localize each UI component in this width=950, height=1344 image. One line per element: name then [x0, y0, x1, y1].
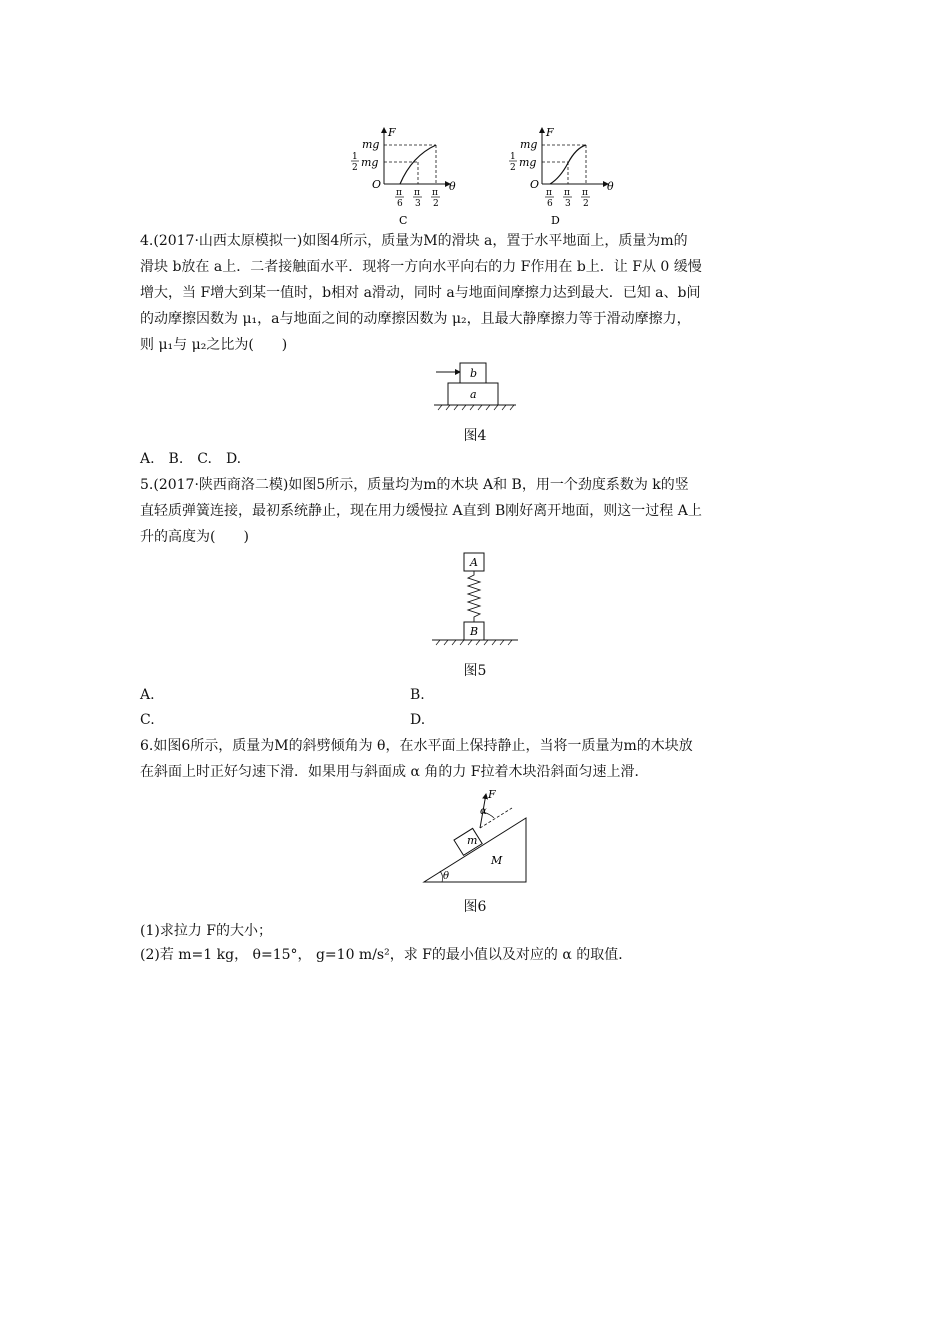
graph-c: [340, 118, 470, 230]
block-m-label: m: [467, 834, 478, 847]
angle-alpha-label: α: [480, 806, 487, 817]
q4-line: 4.(2017·山西太原模拟一)如图4所示，质量为M的滑块 a，置于水平地面上，质量为m的: [140, 233, 688, 249]
q5-option-a: A.: [140, 687, 155, 703]
graph-d-half-mg: mg: [519, 156, 537, 169]
graph-c-half-num: 1: [352, 152, 358, 162]
wedge-m-label: M: [491, 854, 503, 867]
q5-option-c: C.: [140, 712, 155, 728]
figure-6: [420, 784, 532, 888]
figure-4: [430, 360, 520, 416]
graph-d-origin: O: [530, 178, 540, 191]
graph-d-tick-mg: mg: [520, 138, 538, 151]
graph-d-xtick-num: π: [564, 188, 570, 198]
graph-c-x-label: θ: [449, 180, 456, 193]
q6-line: 在斜面上时正好匀速下滑．如果用与斜面成 α 角的力 F拉着木块沿斜面匀速上滑．: [140, 764, 649, 780]
figure-5-caption: 图5: [463, 663, 487, 679]
q5-option-d: D.: [410, 712, 426, 728]
graph-d-caption: D: [551, 214, 560, 227]
q5-line: 5.(2017·陕西商洛二模)如图5所示，质量均为m的木块 A和 B，用一个劲度系数为 k的竖: [140, 477, 689, 493]
q6-line: 6.如图6所示，质量为M的斜劈倾角为 θ，在水平面上保持静止，当将一质量为m的木块放: [140, 738, 693, 754]
block-a-label: a: [470, 388, 477, 401]
graph-c-xtick-num: π: [414, 188, 420, 198]
block-upper-label: A: [470, 556, 478, 569]
graph-d-xtick-den: 2: [583, 199, 589, 209]
q5-line: 直轻质弹簧连接，最初系统静止，现在用力缓慢拉 A直到 B刚好离开地面，则这一过程 A上: [140, 503, 702, 519]
q6-sub-question-2: (2)若 m=1 kg， θ=15°， g=10 m/s²，求 F的最小值以及对应的 α 的取值．: [140, 947, 633, 963]
graph-c-tick-mg: mg: [362, 138, 380, 151]
q5-line: 升的高度为( ): [140, 529, 249, 545]
force-f-label: F: [488, 788, 496, 801]
graph-c-xtick-den: 6: [397, 199, 403, 209]
graph-d-xtick-den: 6: [547, 199, 553, 209]
q5-option-b: B.: [410, 687, 425, 703]
q4-options: A. B. C. D.: [140, 451, 242, 467]
graph-c-xtick-num: π: [432, 188, 438, 198]
graph-c-xtick-den: 2: [433, 199, 439, 209]
graph-c-half-mg: mg: [361, 156, 379, 169]
block-lower-label: B: [470, 625, 479, 638]
graph-c-xtick-den: 3: [415, 199, 421, 209]
graph-d-half-num: 1: [510, 152, 516, 162]
graph-c-xtick-num: π: [396, 188, 402, 198]
q4-line: 则 μ₁与 μ₂之比为( ): [140, 337, 288, 353]
graph-c-origin: O: [372, 178, 382, 191]
figure-4-caption: 图4: [463, 428, 487, 444]
q4-line: 滑块 b放在 a上．二者接触面水平．现将一方向水平向右的力 F作用在 b上．让 F从 0 缓慢: [140, 259, 702, 275]
graph-d-xtick-num: π: [546, 188, 552, 198]
graph-d-x-label: θ: [607, 180, 614, 193]
q4-line: 增大，当 F增大到某一值时，b相对 a滑动，同时 a与地面间摩擦力达到最大．已知 a、b间: [140, 285, 701, 301]
block-b-label: b: [470, 367, 478, 380]
q6-sub-question-1: (1)求拉力 F的大小；: [140, 923, 272, 939]
angle-theta-label: θ: [443, 871, 450, 882]
figure-5: [428, 550, 522, 650]
graph-d-xtick-num: π: [582, 188, 588, 198]
figure-6-caption: 图6: [463, 899, 487, 915]
graph-d-half-den: 2: [510, 163, 516, 173]
graph-c-y-label: F: [388, 126, 396, 139]
graph-d: [498, 118, 628, 230]
graph-d-y-label: F: [546, 126, 554, 139]
graph-c-half-den: 2: [352, 163, 358, 173]
graph-c-caption: C: [399, 214, 408, 227]
q4-line: 的动摩擦因数为 μ₁，a与地面之间的动摩擦因数为 μ₂，且最大静摩擦力等于滑动摩擦力，: [140, 311, 691, 327]
graph-d-xtick-den: 3: [565, 199, 571, 209]
